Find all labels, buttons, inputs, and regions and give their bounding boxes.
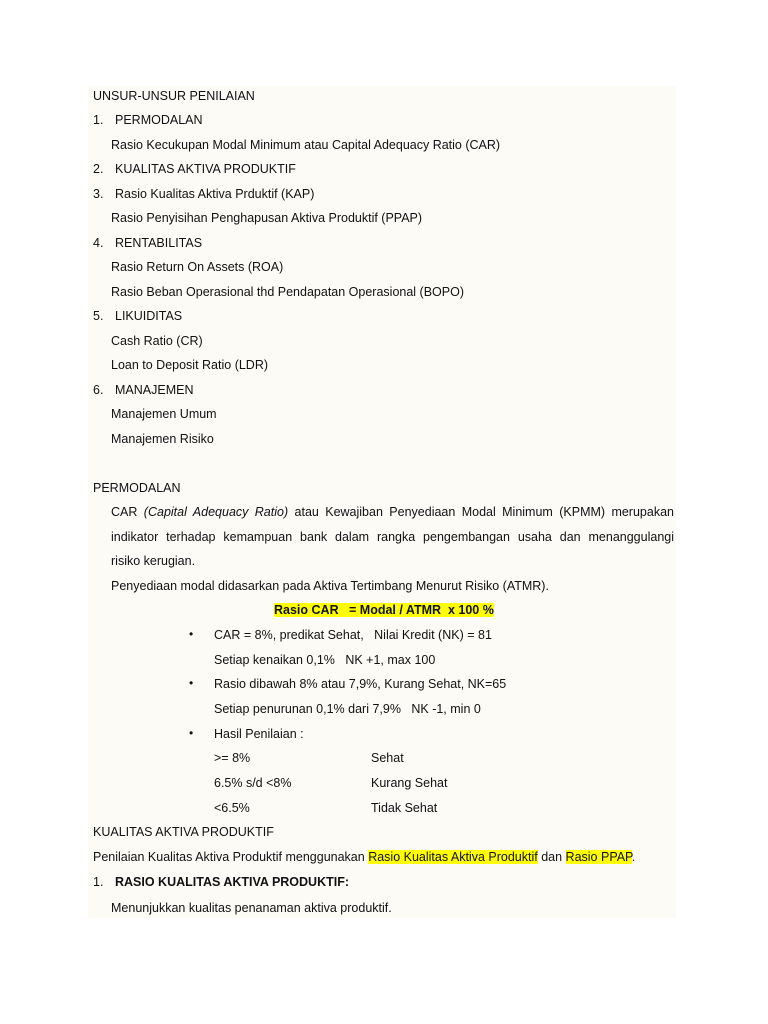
- list-number: 1.: [93, 113, 104, 127]
- list-subitem: Rasio Penyisihan Penghapusan Aktiva Produktif (PPAP): [111, 211, 423, 225]
- bullet-subline: Setiap penurunan 0,1% dari 7,9% NK -1, min 0: [214, 702, 481, 716]
- hasil-range: 6.5% s/d <8%: [214, 776, 292, 790]
- highlight-ppap-ratio: Rasio PPAP: [565, 850, 632, 864]
- bullet-line: Hasil Penilaian :: [214, 727, 304, 741]
- list-item: [93, 382, 193, 398]
- paragraph-car-line2: indikator terhadap kemampuan bank dalam rangka pengembangan usaha dan menanggulangi: [111, 530, 674, 544]
- list-subitem: Rasio Beban Operasional thd Pendapatan Operasional (BOPO): [111, 285, 464, 299]
- list-label: RASIO KUALITAS AKTIVA PRODUKTIF:: [115, 875, 350, 889]
- list-item: [93, 235, 202, 251]
- list-number: 3.: [93, 187, 104, 201]
- hasil-result: Sehat: [371, 751, 404, 765]
- section-title-permodalan: PERMODALAN: [93, 481, 181, 495]
- formula-highlight: Rasio CAR = Modal / ATMR x 100 %: [274, 603, 494, 617]
- list-label: MANAJEMEN: [115, 383, 194, 397]
- list-subitem: Loan to Deposit Ratio (LDR): [111, 358, 269, 372]
- bullet-icon: •: [189, 627, 194, 641]
- list-number: 4.: [93, 236, 104, 250]
- list-item: [93, 874, 349, 890]
- section-title-unsur: UNSUR-UNSUR PENILAIAN: [93, 89, 255, 103]
- list-item: [93, 308, 182, 324]
- list-item: [93, 186, 314, 202]
- list-subitem: Manajemen Umum: [111, 407, 217, 421]
- list-subitem: Manajemen Risiko: [111, 432, 214, 446]
- bullet-subline: Setiap kenaikan 0,1% NK +1, max 100: [214, 653, 436, 667]
- paragraph-car-line1: [111, 504, 674, 520]
- car-italic-term: (Capital Adequacy Ratio): [143, 505, 289, 519]
- list-number: 1.: [93, 875, 104, 889]
- paragraph-kap-intro: [93, 849, 635, 865]
- kap-intro-text: Penilaian Kualitas Aktiva Produktif menggunakan: [93, 850, 365, 864]
- car-definition: atau Kewajiban Penyediaan Modal Minimum (KPMM) merupakan: [294, 505, 674, 519]
- list-subitem: Rasio Kecukupan Modal Minimum atau Capital Adequacy Ratio (CAR): [111, 138, 501, 152]
- list-subitem: Menunjukkan kualitas penanaman aktiva produktif.: [111, 901, 392, 915]
- bullet-line: CAR = 8%, predikat Sehat, Nilai Kredit (NK) = 81: [214, 628, 492, 642]
- hasil-result: Tidak Sehat: [371, 801, 438, 815]
- list-label: KUALITAS AKTIVA PRODUKTIF: [115, 162, 296, 176]
- paragraph-car-line3: risiko kerugian.: [111, 554, 196, 568]
- hasil-range: >= 8%: [214, 751, 251, 765]
- hasil-result: Kurang Sehat: [371, 776, 448, 790]
- list-item: [93, 112, 203, 128]
- list-label: RENTABILITAS: [115, 236, 203, 250]
- bullet-icon: •: [189, 726, 194, 740]
- kap-intro-conjunction: dan: [541, 850, 563, 864]
- section-title-kap: KUALITAS AKTIVA PRODUKTIF: [93, 825, 274, 839]
- car-term: CAR: [111, 505, 138, 519]
- bullet-line: Rasio dibawah 8% atau 7,9%, Kurang Sehat, NK=65: [214, 677, 507, 691]
- list-item: [93, 161, 296, 177]
- highlight-kap-ratio: Rasio Kualitas Aktiva Produktif: [368, 850, 538, 864]
- list-subitem: Rasio Return On Assets (ROA): [111, 260, 284, 274]
- list-number: 5.: [93, 309, 104, 323]
- list-subitem: Cash Ratio (CR): [111, 334, 203, 348]
- list-number: 2.: [93, 162, 104, 176]
- list-label: PERMODALAN: [115, 113, 203, 127]
- hasil-range: <6.5%: [214, 801, 250, 815]
- list-number: 6.: [93, 383, 104, 397]
- list-label: LIKUIDITAS: [115, 309, 183, 323]
- kap-intro-period: .: [631, 850, 636, 864]
- bullet-icon: •: [189, 676, 194, 690]
- list-label: Rasio Kualitas Aktiva Prduktif (KAP): [115, 187, 315, 201]
- paragraph-atmr: Penyediaan modal didasarkan pada Aktiva Tertimbang Menurut Risiko (ATMR).: [111, 579, 549, 593]
- car-formula: [274, 602, 494, 618]
